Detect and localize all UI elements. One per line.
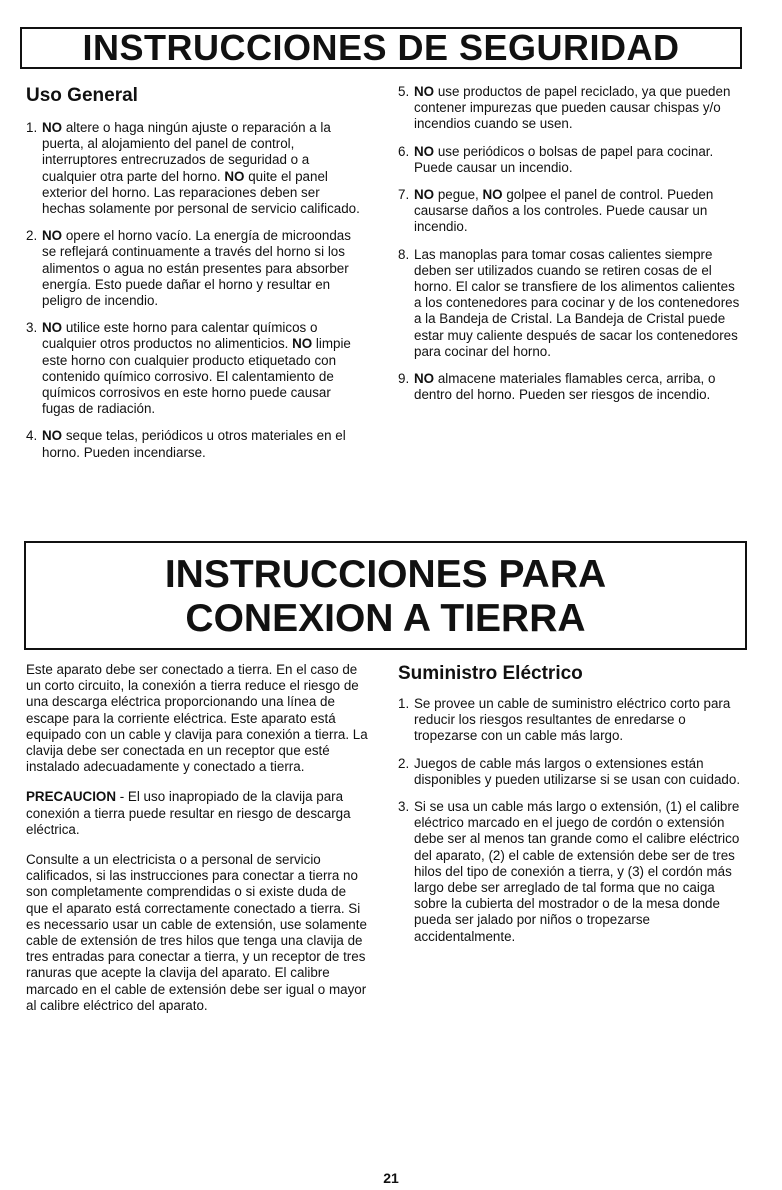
list-item: 1. NO altere o haga ningún ajuste o reparación a la puerta, al alojamiento del panel de control, interruptores entrecruzados de seguridad o a cualquier otra parte del horno. NO quite el panel exterior del horno. Las reparaciones deben ser hechas solamente por personal de servicio calificado.: [26, 120, 360, 217]
grounding-title-line-1: INSTRUCCIONES PARA: [164, 553, 607, 596]
safety-instructions-title: INSTRUCCIONES DE SEGURIDAD: [20, 27, 742, 69]
page-number: 21: [383, 1170, 399, 1186]
list-item: 9. NO almacene materiales flamables cerca, arriba, o dentro del horno. Pueden ser riesgos de incendio.: [398, 371, 716, 403]
list-item: 1. Se provee un cable de suministro eléctrico corto para reducir los riesgos resultantes de enredarse o tropezarse con un cable más largo.: [398, 696, 731, 744]
power-supply-column: [398, 662, 744, 956]
list-item: 7. NO pegue, NO golpee el panel de control. Pueden causarse daños a los controles. Puede causar un incendio.: [398, 187, 714, 235]
list-item: 8. Las manoplas para tomar cosas calientes siempre deben ser utilizados cuando se retiren cosas de el horno. El calor se transfiere de los alimentos calientes a los contenedores para cocinar y de los contenedores a la Bandeja de Cristal. La Bandeja de Cristal puede estar muy caliente después de sacar los contenedores para cocinar del horno.: [398, 246, 740, 359]
general-use-heading: Uso General: [26, 85, 138, 106]
list-item: 3. Si se usa un cable más largo o extensión, (1) el calibre eléctrico marcado en el juego de cordón o extensión debe ser al menos tan grande como el calibre eléctrico del aparato, (2) el cable de extensión debe ser de tres hilos del tipo de conexión a tierra, y (3) el cordón más largo debe ser arreglado de tal forma que no caiga sobre la cubierta del mostrador o de la mesa donde pueda ser jalado por niños o tropezarse accidentalmente.: [398, 799, 740, 944]
general-use-list: [26, 120, 366, 461]
power-supply-heading: Suministro Eléctrico: [398, 663, 583, 684]
caution-paragraph: PRECAUCION - El uso inapropiado de la clavija para conexión a tierra puede resultar en riesgo de descarga eléctrica.: [26, 789, 351, 837]
power-supply-list: [398, 696, 744, 945]
general-use-column-continued: [398, 84, 744, 414]
grounding-intro-paragraph: Este aparato debe ser conectado a tierra. En el caso de un corto circuito, la conexión a tierra reduce el riesgo de una descarga eléctrica proporcionando una línea de escape para la corriente eléctrica. Este aparato está equipado con un cable y clavija para conexión a tierra. La clavija debe ser conectada en un receptor que esté instalado adecuadamente y conectado a tierra.: [26, 662, 368, 775]
general-use-list-continued: [398, 84, 744, 403]
list-item: 2. Juegos de cable más largos o extensiones están disponibles y pueden utilizarse si se usan con cuidado.: [398, 755, 741, 787]
grounding-instructions-title: [24, 541, 747, 650]
caution-label: PRECAUCION: [26, 789, 117, 805]
grounding-title-line-2: CONEXION A TIERRA: [185, 597, 586, 640]
list-item: 5. NO use productos de papel reciclado, ya que pueden contener impurezas que pueden causar chispas y/o incendios cuando se usen.: [398, 84, 731, 132]
list-item: 3. NO utilice este horno para calentar químicos o cualquier otros productos no alimenticios. NO limpie este horno con cualquier producto etiquetado con contenido químico corrosivo. El calentamiento de químicos corrosivos en este horno puede causar fugas de radiación.: [26, 320, 351, 417]
list-item: 6. NO use periódicos o bolsas de papel para cocinar. Puede causar un incendio.: [398, 143, 714, 175]
grounding-text-column: [26, 662, 372, 1028]
list-item: 2. NO opere el horno vacío. La energía de microondas se reflejará continuamente a través del horno si los alimentos o agua no están presentes para absorber energía. Esto puede dañar el horno y resultar en peligro de incendio.: [26, 228, 351, 309]
consult-paragraph: Consulte a un electricista o a personal de servicio calificados, si las instrucciones para conectar a tierra no son completamente comprendidas o si existe duda de que el aparato está correctamente conectado a tierra. Si es necessario usar un cable de extensión, use solamente cable de extensión de tres hilos que tenga una clavija de tres entradas para conectar a tierra, y un receptor de tres ranuras que acepte la clavija del aparato. El calibre marcado en el cable de extensión debe ser igual o mayor al calibre eléctrico del aparato.: [26, 852, 367, 1013]
list-item: 4. NO seque telas, periódicos u otros materiales en el horno. Pueden incendiarse.: [26, 428, 346, 460]
general-use-column: [26, 84, 366, 472]
